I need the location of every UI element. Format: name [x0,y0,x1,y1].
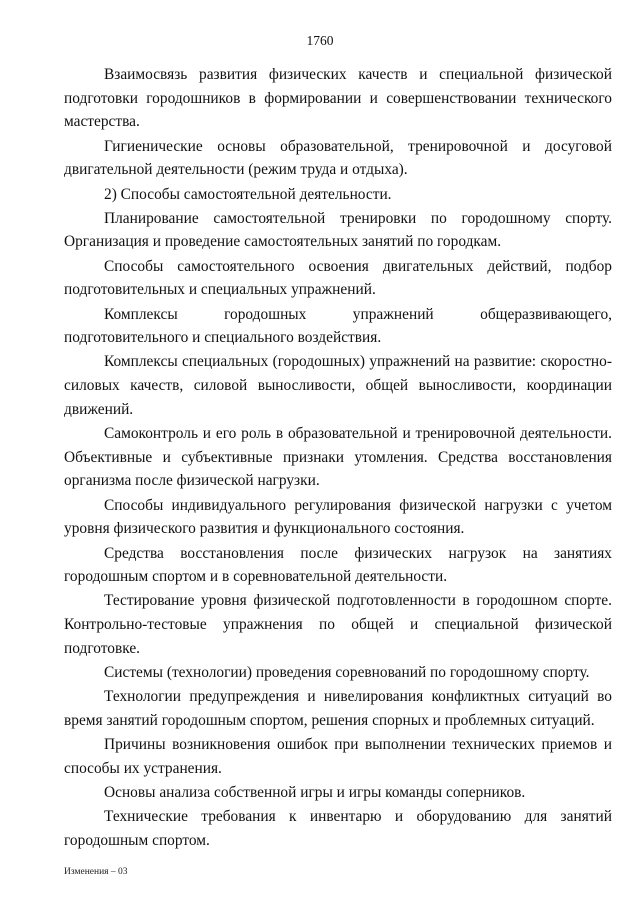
paragraph-6: Комплексы городошных упражнений общеразвивающего, подготовительного и специального воздействия. [64,305,612,347]
paragraph-13: Технологии предупреждения и нивелирования конфликтных ситуаций во время занятий городошным спортом, решения спорных и проблемных ситуаций. [64,688,612,729]
paragraph-5: Способы самостоятельного освоения двигательных действий, подбор подготовительных и специальных упражнений. [64,257,612,299]
paragraph-10: Средства восстановления после физических нагрузок на занятиях городошным спортом и в соревновательной деятельности. [64,544,612,586]
paragraph-4: Планирование самостоятельной тренировки по городошному спорту. Организация и проведение самостоятельных занятий по городкам. [64,209,612,251]
document-body [64,63,612,853]
paragraph-16: Технические требования к инвентарю и оборудованию для занятий городошным спортом. [64,808,612,849]
paragraph-14: Причины возникновения ошибок при выполнении технических приемов и способы их устранения. [64,736,612,777]
paragraph-15: Основы анализа собственной игры и игры команды соперников. [104,784,526,802]
paragraph-11: Тестирование уровня физической подготовленности в городошном спорте. Контрольно-тестовые упражнения по общей и специальной физической подготовке. [64,592,612,657]
paragraph-3: 2) Способы самостоятельной деятельности. [104,185,392,203]
page-number: 1760 [306,33,334,48]
paragraph-9: Способы индивидуального регулирования физической нагрузки с учетом уровня физического развития и функционального состояния. [64,496,612,538]
paragraph-2: Гигиенические основы образовательной, тренировочной и досуговой двигательной деятельности (режим труда и отдыха). [64,137,612,179]
paragraph-12: Системы (технологии) проведения соревнований по городошному спорту. [104,664,590,682]
paragraph-7: Комплексы специальных (городошных) упражнений на развитие: скоростно-силовых качеств, силовой выносливости, общей выносливости, координации движений. [64,353,612,418]
paragraph-8: Самоконтроль и его роль в образовательной и тренировочной деятельности. Объективные и субъективные признаки утомления. Средства восстановления организма после физической нагрузки. [64,425,612,490]
footer-revision-note: Изменения – 03 [64,867,128,877]
paragraph-1: Взаимосвязь развития физических качеств и специальной физической подготовки городошников в формировании и совершенствовании технического мастерства. [64,66,612,131]
